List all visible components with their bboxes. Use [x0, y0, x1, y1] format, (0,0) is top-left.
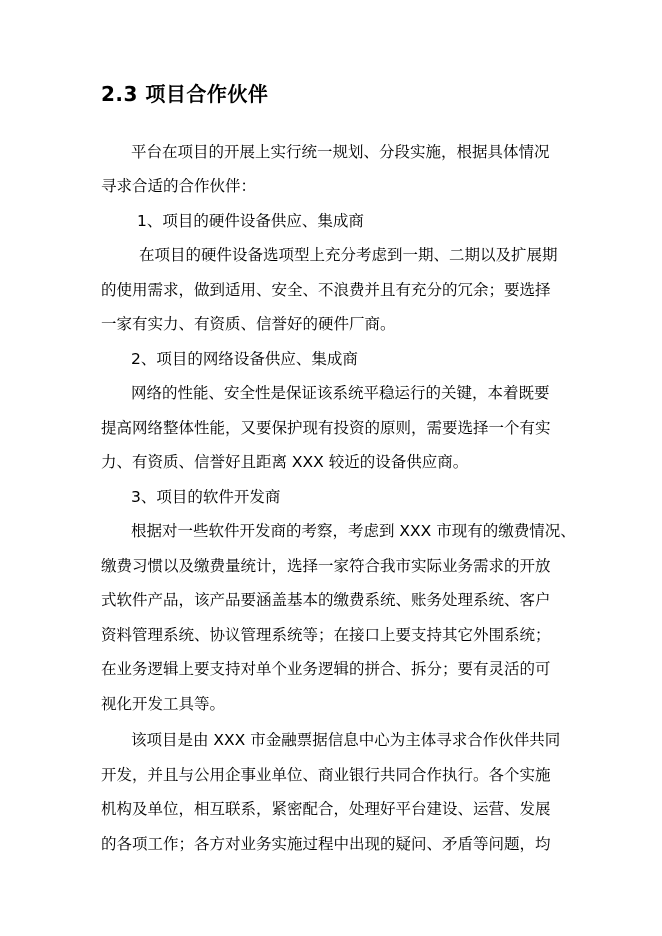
- list-heading-software: 3、项目的软件开发商: [131, 488, 281, 506]
- paragraph-line: 开发，并且与公用企事业单位、商业银行共同合作执行。各个实施: [101, 766, 551, 784]
- paragraph-line: 视化开发工具等。: [101, 695, 226, 713]
- paragraph-line: 平台在项目的开展上实行统一规划、分段实施，根据具体情况: [131, 143, 550, 161]
- section-heading: 2.3 项目合作伙伴: [101, 82, 269, 106]
- paragraph-line: 的各项工作；各方对业务实施过程中出现的疑问、矛盾等问题，均: [101, 835, 551, 853]
- paragraph-line: 寻求合适的合作伙伴：: [101, 177, 257, 195]
- paragraph-line: 资料管理系统、协议管理系统等；在接口上要支持其它外围系统；: [101, 626, 551, 644]
- paragraph-line: 力、有资质、信誉好且距离 XXX 较近的设备供应商。: [101, 453, 469, 471]
- paragraph-line: 一家有实力、有资质、信誉好的硬件厂商。: [101, 315, 396, 333]
- paragraph-line: 该项目是由 XXX 市金融票据信息中心为主体寻求合作伙伴共同: [131, 731, 561, 749]
- list-heading-network: 2、项目的网络设备供应、集成商: [131, 350, 358, 368]
- paragraph-line: 缴费习惯以及缴费量统计，选择一家符合我市实际业务需求的开放: [101, 557, 551, 575]
- paragraph-line: 式软件产品，该产品要涵盖基本的缴费系统、账务处理系统、客户: [101, 591, 551, 609]
- paragraph-line: 机构及单位，相互联系，紧密配合，处理好平台建设、运营、发展: [101, 800, 551, 818]
- paragraph-line: 网络的性能、安全性是保证该系统平稳运行的关键，本着既要: [131, 384, 550, 402]
- list-heading-hardware: 1、项目的硬件设备供应、集成商: [137, 212, 364, 230]
- paragraph-line: 的使用需求，做到适用、安全、不浪费并且有充分的冗余；要选择: [101, 281, 551, 299]
- paragraph-line: 提高网络整体性能，又要保护现有投资的原则，需要选择一个有实: [101, 419, 551, 437]
- paragraph-line: 根据对一些软件开发商的考察，考虑到 XXX 市现有的缴费情况、: [131, 522, 576, 540]
- paragraph-line: 在项目的硬件设备选项型上充分考虑到一期、二期以及扩展期: [139, 246, 558, 264]
- paragraph-line: 在业务逻辑上要支持对单个业务逻辑的拼合、拆分；要有灵活的可: [101, 660, 551, 678]
